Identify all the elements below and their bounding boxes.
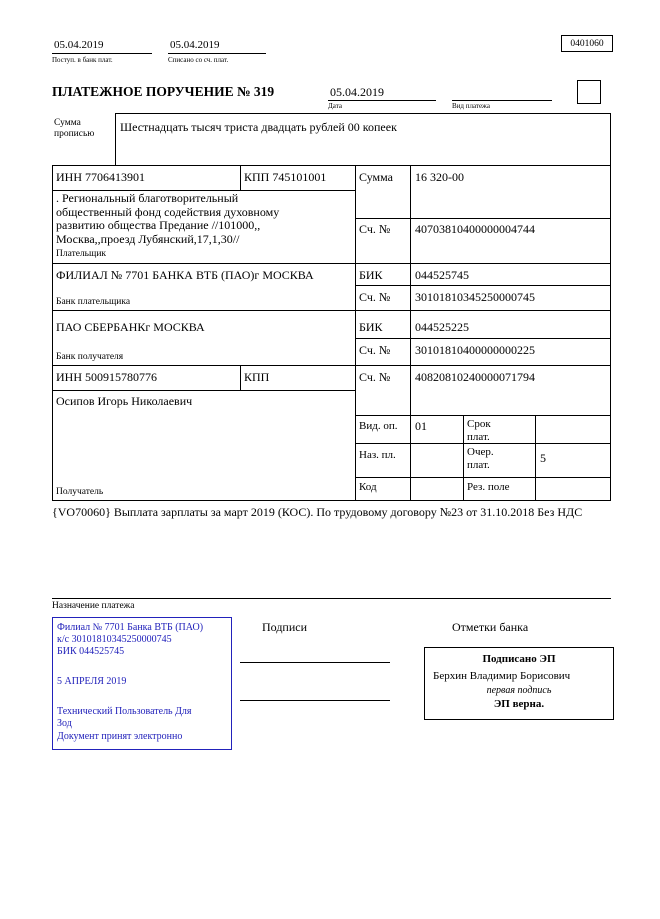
payee-account-label: Сч. № <box>359 370 391 384</box>
payment-type-label: Вид платежа <box>452 102 491 110</box>
payment-type-box <box>577 80 601 104</box>
payer-label: Плательщик <box>56 249 107 259</box>
payee-kpp-label: КПП <box>244 370 270 384</box>
received-date: 05.04.2019 <box>54 39 104 51</box>
signature-line <box>240 700 390 701</box>
vid-op-value: 01 <box>415 419 427 433</box>
table-border <box>115 113 116 166</box>
form-code-box <box>561 35 613 52</box>
amount-label: Сумма <box>359 170 393 184</box>
vid-op-label: Вид. оп. <box>359 420 398 432</box>
payer-bank-account-value: 30101810345250000745 <box>415 290 535 304</box>
bank-electronic-stamp <box>52 617 232 750</box>
divider-line <box>452 100 552 101</box>
stamp-bik: БИК 044525745 <box>57 646 125 657</box>
payer-name: . Региональный благотворительный общественный фонд содействия духовному развитию общества Предание //101000,, Москва,,проезд Лубянский,17,1,30// <box>56 191 280 246</box>
payee-bank-bik-value: 044525225 <box>415 320 469 334</box>
payee-inn: ИНН 500915780776 <box>56 370 157 384</box>
signature-stamp <box>424 647 614 720</box>
table-border <box>115 113 611 114</box>
divider-line <box>168 53 266 54</box>
signatory-name: Берхин Владимир Борисович <box>433 670 571 682</box>
payer-bank-bik-value: 044525745 <box>415 268 469 282</box>
table-border <box>52 165 53 501</box>
payer-account-value: 40703810400000004744 <box>415 222 535 236</box>
debited-date-label: Списано со сч. плат. <box>168 56 229 64</box>
table-border <box>52 263 611 264</box>
purpose-label: Назначение платежа <box>52 601 135 611</box>
purpose-text: {VO70060} Выплата зарплаты за март 2019 (КОС). По трудовому договору №23 от 31.10.2018 Без НДС <box>52 505 583 519</box>
form-code: 0401060 <box>570 39 604 49</box>
signature-verified-text: ЭП верна. <box>493 698 545 710</box>
rez-pole-label: Рез. поле <box>467 481 510 493</box>
stamp-date: 5 АПРЕЛЯ 2019 <box>57 676 127 687</box>
signatures-title: Подписи <box>262 620 308 634</box>
payee-account-value: 40820810240000071794 <box>415 370 535 384</box>
payer-bank-label: Банк плательщика <box>56 297 131 307</box>
payee-bank-bik-label: БИК <box>359 320 383 334</box>
table-border <box>240 165 241 191</box>
stamp-user-line1: Технический Пользователь Для <box>57 706 192 717</box>
document-date: 05.04.2019 <box>330 85 384 99</box>
amount-in-words-value: Шестнадцать тысяч триста двадцать рублей 00 копеек <box>120 120 397 134</box>
table-border <box>355 338 611 339</box>
signature-line <box>240 662 390 663</box>
amount-in-words-label: Сумма прописью <box>54 118 95 139</box>
table-border <box>52 365 611 366</box>
naz-pl-label: Наз. пл. <box>359 449 396 461</box>
payee-bank-label: Банк получателя <box>56 352 124 362</box>
table-border <box>355 218 611 219</box>
divider-line <box>52 598 611 599</box>
table-border <box>52 165 611 166</box>
table-border <box>355 165 356 501</box>
table-border <box>535 415 536 501</box>
table-border <box>52 310 611 311</box>
table-border <box>355 477 611 478</box>
payer-bank-account-label: Сч. № <box>359 290 391 304</box>
payee-bank-name: ПАО СБЕРБАНКг МОСКВА <box>56 320 205 334</box>
payee-label: Получатель <box>56 487 104 497</box>
srok-plat-label: Срок плат. <box>467 418 491 443</box>
table-border <box>410 165 411 501</box>
signature-stamp-title: Подписано ЭП <box>482 653 556 665</box>
debited-date: 05.04.2019 <box>170 39 220 51</box>
table-border <box>355 415 611 416</box>
stamp-accepted-note: Документ принят электронно <box>57 731 183 742</box>
divider-line <box>52 53 152 54</box>
payee-name: Осипов Игорь Николаевич <box>56 394 193 408</box>
table-border <box>52 390 356 391</box>
date-label: Дата <box>328 102 342 110</box>
stamp-bank-name: Филиал № 7701 Банка ВТБ (ПАО) <box>57 622 204 633</box>
stamp-user-line2: Зод <box>57 718 72 729</box>
ocher-plat-label: Очер. плат. <box>467 446 494 471</box>
payer-bank-bik-label: БИК <box>359 268 383 282</box>
kod-label: Код <box>359 481 377 493</box>
signature-stamp-subtitle: первая подпись <box>486 685 552 696</box>
bank-marks-title: Отметки банка <box>452 620 529 634</box>
payee-bank-account-value: 30101810400000000225 <box>415 343 535 357</box>
payer-kpp: КПП 745101001 <box>244 170 327 184</box>
payer-account-label: Сч. № <box>359 222 391 236</box>
table-border <box>355 285 611 286</box>
payer-inn: ИНН 7706413901 <box>56 170 145 184</box>
table-border <box>52 500 611 501</box>
received-date-label: Поступ. в банк плат. <box>52 56 113 64</box>
table-border <box>240 365 241 391</box>
divider-line <box>328 100 436 101</box>
payer-bank-name: ФИЛИАЛ № 7701 БАНКА ВТБ (ПАО)г МОСКВА <box>56 268 314 282</box>
document-title: ПЛАТЕЖНОЕ ПОРУЧЕНИЕ № 319 <box>52 84 275 99</box>
amount-value: 16 320-00 <box>415 170 464 184</box>
ocher-plat-value: 5 <box>540 451 546 465</box>
stamp-corr-account: к/с 30101810345250000745 <box>57 634 172 645</box>
payee-bank-account-label: Сч. № <box>359 343 391 357</box>
table-border <box>463 415 464 501</box>
